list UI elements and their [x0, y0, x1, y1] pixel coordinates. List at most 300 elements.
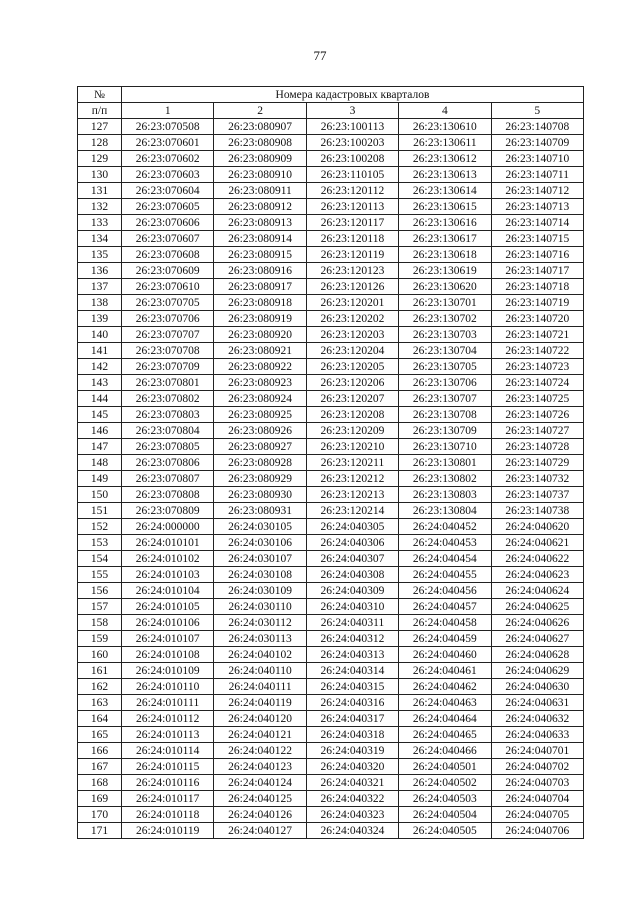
- cadastral-number-cell: 26:24:040456: [399, 583, 491, 599]
- cadastral-number-cell: 26:23:070806: [122, 455, 214, 471]
- cadastral-number-cell: 26:23:070804: [122, 423, 214, 439]
- cadastral-number-cell: 26:24:040457: [399, 599, 491, 615]
- header-column-2: 2: [214, 103, 306, 119]
- row-number-cell: 134: [78, 231, 122, 247]
- cadastral-number-cell: 26:24:030110: [214, 599, 306, 615]
- cadastral-number-cell: 26:23:130616: [399, 215, 491, 231]
- cadastral-number-cell: 26:23:070809: [122, 503, 214, 519]
- cadastral-number-cell: 26:23:080915: [214, 247, 306, 263]
- cadastral-number-cell: 26:23:130611: [399, 135, 491, 151]
- cadastral-number-cell: 26:24:040306: [306, 535, 398, 551]
- table-row: [78, 567, 584, 583]
- table-row: [78, 583, 584, 599]
- table-row: [78, 231, 584, 247]
- table-row: [78, 551, 584, 567]
- row-number-cell: 137: [78, 279, 122, 295]
- cadastral-number-cell: 26:24:040122: [214, 743, 306, 759]
- cadastral-number-cell: 26:23:140724: [491, 375, 583, 391]
- cadastral-number-cell: 26:24:010119: [122, 823, 214, 839]
- cadastral-number-cell: 26:24:010111: [122, 695, 214, 711]
- header-row-title: [78, 87, 584, 103]
- cadastral-number-cell: 26:24:040124: [214, 775, 306, 791]
- cadastral-number-cell: 26:23:140708: [491, 119, 583, 135]
- cadastral-number-cell: 26:23:140716: [491, 247, 583, 263]
- row-number-cell: 131: [78, 183, 122, 199]
- cadastral-number-cell: 26:23:120126: [306, 279, 398, 295]
- table-row: [78, 743, 584, 759]
- cadastral-number-cell: 26:24:040127: [214, 823, 306, 839]
- row-number-cell: 148: [78, 455, 122, 471]
- table-row: [78, 807, 584, 823]
- cadastral-number-cell: 26:24:030113: [214, 631, 306, 647]
- cadastral-number-cell: 26:24:040322: [306, 791, 398, 807]
- cadastral-number-cell: 26:23:140714: [491, 215, 583, 231]
- cadastral-number-cell: 26:23:130620: [399, 279, 491, 295]
- cadastral-number-cell: 26:23:100203: [306, 135, 398, 151]
- cadastral-number-cell: 26:23:130613: [399, 167, 491, 183]
- cadastral-number-cell: 26:23:080929: [214, 471, 306, 487]
- table-row: [78, 167, 584, 183]
- cadastral-number-cell: 26:23:120113: [306, 199, 398, 215]
- row-number-cell: 145: [78, 407, 122, 423]
- cadastral-number-cell: 26:23:070607: [122, 231, 214, 247]
- row-number-cell: 153: [78, 535, 122, 551]
- cadastral-number-cell: 26:24:030112: [214, 615, 306, 631]
- cadastral-number-cell: 26:23:120112: [306, 183, 398, 199]
- row-number-cell: 128: [78, 135, 122, 151]
- table-row: [78, 327, 584, 343]
- cadastral-number-cell: 26:23:080908: [214, 135, 306, 151]
- row-number-cell: 136: [78, 263, 122, 279]
- cadastral-number-cell: 26:23:130705: [399, 359, 491, 375]
- cadastral-number-cell: 26:24:040102: [214, 647, 306, 663]
- cadastral-number-cell: 26:23:110105: [306, 167, 398, 183]
- cadastral-number-cell: 26:23:080907: [214, 119, 306, 135]
- cadastral-quarters-table: [77, 86, 584, 839]
- row-number-cell: 155: [78, 567, 122, 583]
- cadastral-number-cell: 26:23:070605: [122, 199, 214, 215]
- row-number-cell: 132: [78, 199, 122, 215]
- cadastral-number-cell: 26:23:140722: [491, 343, 583, 359]
- cadastral-number-cell: 26:24:040458: [399, 615, 491, 631]
- cadastral-number-cell: 26:24:040318: [306, 727, 398, 743]
- cadastral-number-cell: 26:23:140738: [491, 503, 583, 519]
- cadastral-number-cell: 26:23:070603: [122, 167, 214, 183]
- cadastral-number-cell: 26:23:070802: [122, 391, 214, 407]
- row-number-cell: 147: [78, 439, 122, 455]
- cadastral-number-cell: 26:23:120206: [306, 375, 398, 391]
- cadastral-number-cell: 26:24:040319: [306, 743, 398, 759]
- cadastral-number-cell: 26:23:130707: [399, 391, 491, 407]
- cadastral-number-cell: 26:24:010110: [122, 679, 214, 695]
- cadastral-number-cell: 26:24:040620: [491, 519, 583, 535]
- cadastral-number-cell: 26:24:040111: [214, 679, 306, 695]
- cadastral-number-cell: 26:23:080919: [214, 311, 306, 327]
- table-row: [78, 615, 584, 631]
- table-row: [78, 199, 584, 215]
- cadastral-number-cell: 26:23:120205: [306, 359, 398, 375]
- cadastral-number-cell: 26:23:140725: [491, 391, 583, 407]
- cadastral-number-cell: 26:24:040317: [306, 711, 398, 727]
- cadastral-number-cell: 26:23:070803: [122, 407, 214, 423]
- row-number-cell: 150: [78, 487, 122, 503]
- cadastral-number-cell: 26:24:040454: [399, 551, 491, 567]
- cadastral-number-cell: 26:24:010108: [122, 647, 214, 663]
- header-row-columns: [78, 103, 584, 119]
- cadastral-number-cell: 26:24:030106: [214, 535, 306, 551]
- cadastral-number-cell: 26:24:040461: [399, 663, 491, 679]
- table-row: [78, 631, 584, 647]
- cadastral-number-cell: 26:23:080931: [214, 503, 306, 519]
- table-row: [78, 279, 584, 295]
- cadastral-number-cell: 26:23:130704: [399, 343, 491, 359]
- table-row: [78, 535, 584, 551]
- row-number-cell: 151: [78, 503, 122, 519]
- cadastral-number-cell: 26:23:140726: [491, 407, 583, 423]
- cadastral-number-cell: 26:23:070608: [122, 247, 214, 263]
- table-header: [78, 87, 584, 119]
- row-number-cell: 159: [78, 631, 122, 647]
- cadastral-number-cell: 26:23:130701: [399, 295, 491, 311]
- cadastral-number-cell: 26:23:140737: [491, 487, 583, 503]
- header-column-4: 4: [399, 103, 491, 119]
- cadastral-number-cell: 26:23:100208: [306, 151, 398, 167]
- row-number-cell: 144: [78, 391, 122, 407]
- table-body: [78, 119, 584, 839]
- cadastral-number-cell: 26:24:010104: [122, 583, 214, 599]
- cadastral-number-cell: 26:23:130802: [399, 471, 491, 487]
- cadastral-number-cell: 26:24:040310: [306, 599, 398, 615]
- cadastral-number-cell: 26:23:120208: [306, 407, 398, 423]
- cadastral-number-cell: 26:23:120213: [306, 487, 398, 503]
- cadastral-number-cell: 26:24:010102: [122, 551, 214, 567]
- row-number-cell: 162: [78, 679, 122, 695]
- table-row: [78, 647, 584, 663]
- cadastral-number-cell: 26:24:040503: [399, 791, 491, 807]
- table-row: [78, 663, 584, 679]
- header-column-5: 5: [491, 103, 583, 119]
- row-number-cell: 164: [78, 711, 122, 727]
- cadastral-number-cell: 26:23:140727: [491, 423, 583, 439]
- cadastral-number-cell: 26:24:040455: [399, 567, 491, 583]
- table-row: [78, 119, 584, 135]
- cadastral-number-cell: 26:23:080913: [214, 215, 306, 231]
- table-row: [78, 759, 584, 775]
- cadastral-number-cell: 26:24:040627: [491, 631, 583, 647]
- row-number-cell: 129: [78, 151, 122, 167]
- table-row: [78, 407, 584, 423]
- row-number-cell: 146: [78, 423, 122, 439]
- cadastral-number-cell: 26:23:130708: [399, 407, 491, 423]
- header-column-1: 1: [122, 103, 214, 119]
- row-number-cell: 163: [78, 695, 122, 711]
- cadastral-number-cell: 26:24:040324: [306, 823, 398, 839]
- table-row: [78, 695, 584, 711]
- row-number-cell: 169: [78, 791, 122, 807]
- cadastral-number-cell: 26:24:040706: [491, 823, 583, 839]
- cadastral-number-cell: 26:24:010115: [122, 759, 214, 775]
- cadastral-number-cell: 26:23:080918: [214, 295, 306, 311]
- cadastral-number-cell: 26:24:040453: [399, 535, 491, 551]
- cadastral-number-cell: 26:24:040630: [491, 679, 583, 695]
- cadastral-number-cell: 26:23:120201: [306, 295, 398, 311]
- cadastral-number-cell: 26:24:040305: [306, 519, 398, 535]
- cadastral-number-cell: 26:24:040505: [399, 823, 491, 839]
- row-number-cell: 143: [78, 375, 122, 391]
- cadastral-number-cell: 26:23:070807: [122, 471, 214, 487]
- row-number-cell: 133: [78, 215, 122, 231]
- cadastral-number-cell: 26:23:080922: [214, 359, 306, 375]
- table-row: [78, 439, 584, 455]
- header-row-number-label: п/п: [78, 103, 122, 119]
- row-number-cell: 160: [78, 647, 122, 663]
- cadastral-number-cell: 26:23:130612: [399, 151, 491, 167]
- table-row: [78, 599, 584, 615]
- cadastral-number-cell: 26:23:130610: [399, 119, 491, 135]
- cadastral-number-cell: 26:23:120202: [306, 311, 398, 327]
- cadastral-number-cell: 26:24:040626: [491, 615, 583, 631]
- cadastral-number-cell: 26:24:040126: [214, 807, 306, 823]
- cadastral-number-cell: 26:23:130702: [399, 311, 491, 327]
- table-row: [78, 455, 584, 471]
- cadastral-number-cell: 26:23:070706: [122, 311, 214, 327]
- cadastral-number-cell: 26:24:040705: [491, 807, 583, 823]
- table-row: [78, 135, 584, 151]
- table-row: [78, 151, 584, 167]
- cadastral-number-cell: 26:23:120211: [306, 455, 398, 471]
- cadastral-number-cell: 26:23:070705: [122, 295, 214, 311]
- table-row: [78, 247, 584, 263]
- row-number-cell: 161: [78, 663, 122, 679]
- cadastral-number-cell: 26:23:080926: [214, 423, 306, 439]
- cadastral-number-cell: 26:24:040311: [306, 615, 398, 631]
- cadastral-number-cell: 26:23:080912: [214, 199, 306, 215]
- cadastral-number-cell: 26:23:140721: [491, 327, 583, 343]
- cadastral-number-cell: 26:24:010113: [122, 727, 214, 743]
- cadastral-number-cell: 26:24:040313: [306, 647, 398, 663]
- cadastral-number-cell: 26:23:120204: [306, 343, 398, 359]
- row-number-cell: 168: [78, 775, 122, 791]
- row-number-cell: 156: [78, 583, 122, 599]
- cadastral-number-cell: 26:24:010117: [122, 791, 214, 807]
- cadastral-number-cell: 26:23:140712: [491, 183, 583, 199]
- row-number-cell: 141: [78, 343, 122, 359]
- cadastral-number-cell: 26:23:140720: [491, 311, 583, 327]
- cadastral-number-cell: 26:24:040622: [491, 551, 583, 567]
- cadastral-number-cell: 26:23:140718: [491, 279, 583, 295]
- page-number: 77: [313, 48, 327, 63]
- cadastral-number-cell: 26:23:080928: [214, 455, 306, 471]
- cadastral-number-cell: 26:24:040501: [399, 759, 491, 775]
- cadastral-number-cell: 26:23:130617: [399, 231, 491, 247]
- cadastral-number-cell: 26:24:040308: [306, 567, 398, 583]
- cadastral-number-cell: 26:23:070610: [122, 279, 214, 295]
- cadastral-number-cell: 26:24:010118: [122, 807, 214, 823]
- header-column-3: 3: [306, 103, 398, 119]
- cadastral-number-cell: 26:23:070602: [122, 151, 214, 167]
- cadastral-number-cell: 26:23:140713: [491, 199, 583, 215]
- row-number-cell: 139: [78, 311, 122, 327]
- cadastral-number-cell: 26:23:070606: [122, 215, 214, 231]
- cadastral-number-cell: 26:23:070708: [122, 343, 214, 359]
- cadastral-number-cell: 26:24:000000: [122, 519, 214, 535]
- cadastral-number-cell: 26:24:040120: [214, 711, 306, 727]
- row-number-cell: 140: [78, 327, 122, 343]
- table-row: [78, 183, 584, 199]
- cadastral-number-cell: 26:24:040633: [491, 727, 583, 743]
- cadastral-number-cell: 26:23:070601: [122, 135, 214, 151]
- cadastral-number-cell: 26:24:040452: [399, 519, 491, 535]
- table-row: [78, 343, 584, 359]
- cadastral-number-cell: 26:23:070805: [122, 439, 214, 455]
- cadastral-number-cell: 26:23:120123: [306, 263, 398, 279]
- cadastral-number-cell: 26:23:130804: [399, 503, 491, 519]
- row-number-cell: 130: [78, 167, 122, 183]
- cadastral-number-cell: 26:23:080911: [214, 183, 306, 199]
- table-row: [78, 487, 584, 503]
- cadastral-number-cell: 26:24:040320: [306, 759, 398, 775]
- cadastral-number-cell: 26:24:040504: [399, 807, 491, 823]
- cadastral-number-cell: 26:24:010112: [122, 711, 214, 727]
- cadastral-number-cell: 26:24:040621: [491, 535, 583, 551]
- row-number-cell: 157: [78, 599, 122, 615]
- cadastral-number-cell: 26:23:080909: [214, 151, 306, 167]
- cadastral-number-cell: 26:24:040629: [491, 663, 583, 679]
- cadastral-number-cell: 26:24:010106: [122, 615, 214, 631]
- cadastral-number-cell: 26:23:120118: [306, 231, 398, 247]
- row-number-cell: 138: [78, 295, 122, 311]
- cadastral-number-cell: 26:23:080910: [214, 167, 306, 183]
- cadastral-number-cell: 26:23:140717: [491, 263, 583, 279]
- cadastral-number-cell: 26:23:140711: [491, 167, 583, 183]
- cadastral-number-cell: 26:23:140729: [491, 455, 583, 471]
- cadastral-number-cell: 26:23:140723: [491, 359, 583, 375]
- cadastral-number-cell: 26:24:010109: [122, 663, 214, 679]
- row-number-cell: 171: [78, 823, 122, 839]
- cadastral-number-cell: 26:23:080924: [214, 391, 306, 407]
- cadastral-number-cell: 26:23:070508: [122, 119, 214, 135]
- header-group-title: Номера кадастровых кварталов: [122, 87, 584, 103]
- cadastral-number-cell: 26:24:030109: [214, 583, 306, 599]
- cadastral-number-cell: 26:24:040466: [399, 743, 491, 759]
- cadastral-number-cell: 26:23:130619: [399, 263, 491, 279]
- cadastral-number-cell: 26:24:010107: [122, 631, 214, 647]
- cadastral-number-cell: 26:24:030108: [214, 567, 306, 583]
- cadastral-number-cell: 26:24:040315: [306, 679, 398, 695]
- cadastral-number-cell: 26:24:040502: [399, 775, 491, 791]
- row-number-cell: 152: [78, 519, 122, 535]
- row-number-cell: 149: [78, 471, 122, 487]
- cadastral-number-cell: 26:23:070707: [122, 327, 214, 343]
- table-row: [78, 311, 584, 327]
- cadastral-number-cell: 26:24:040307: [306, 551, 398, 567]
- cadastral-number-cell: 26:23:120117: [306, 215, 398, 231]
- cadastral-number-cell: 26:24:040463: [399, 695, 491, 711]
- cadastral-number-cell: 26:24:010101: [122, 535, 214, 551]
- table-row: [78, 679, 584, 695]
- table-row: [78, 471, 584, 487]
- cadastral-number-cell: 26:23:130801: [399, 455, 491, 471]
- cadastral-number-cell: 26:24:040462: [399, 679, 491, 695]
- cadastral-number-cell: 26:23:080921: [214, 343, 306, 359]
- cadastral-number-cell: 26:24:040314: [306, 663, 398, 679]
- table-row: [78, 711, 584, 727]
- cadastral-number-cell: 26:23:130703: [399, 327, 491, 343]
- cadastral-number-cell: 26:23:130615: [399, 199, 491, 215]
- cadastral-number-cell: 26:23:120214: [306, 503, 398, 519]
- table-row: [78, 423, 584, 439]
- cadastral-number-cell: 26:24:040632: [491, 711, 583, 727]
- cadastral-number-cell: 26:23:140728: [491, 439, 583, 455]
- table-row: [78, 823, 584, 839]
- cadastral-number-cell: 26:24:010116: [122, 775, 214, 791]
- cadastral-number-cell: 26:24:040704: [491, 791, 583, 807]
- cadastral-number-cell: 26:24:040701: [491, 743, 583, 759]
- table-row: [78, 775, 584, 791]
- cadastral-number-cell: 26:24:040623: [491, 567, 583, 583]
- cadastral-number-cell: 26:23:070609: [122, 263, 214, 279]
- cadastral-number-cell: 26:24:040125: [214, 791, 306, 807]
- cadastral-number-cell: 26:23:140710: [491, 151, 583, 167]
- cadastral-number-cell: 26:23:120203: [306, 327, 398, 343]
- cadastral-number-cell: 26:23:080925: [214, 407, 306, 423]
- cadastral-number-cell: 26:23:130803: [399, 487, 491, 503]
- cadastral-number-cell: 26:24:040312: [306, 631, 398, 647]
- cadastral-number-cell: 26:23:130618: [399, 247, 491, 263]
- cadastral-number-cell: 26:24:040624: [491, 583, 583, 599]
- cadastral-number-cell: 26:24:040110: [214, 663, 306, 679]
- cadastral-number-cell: 26:24:040459: [399, 631, 491, 647]
- cadastral-number-cell: 26:24:010105: [122, 599, 214, 615]
- header-number-sign: №: [78, 87, 122, 103]
- cadastral-number-cell: 26:24:040702: [491, 759, 583, 775]
- cadastral-number-cell: 26:24:040316: [306, 695, 398, 711]
- cadastral-number-cell: 26:23:070801: [122, 375, 214, 391]
- table-row: [78, 295, 584, 311]
- cadastral-number-cell: 26:23:130709: [399, 423, 491, 439]
- cadastral-number-cell: 26:24:040464: [399, 711, 491, 727]
- table-row: [78, 215, 584, 231]
- cadastral-number-cell: 26:24:040123: [214, 759, 306, 775]
- cadastral-number-cell: 26:24:040309: [306, 583, 398, 599]
- cadastral-number-cell: 26:23:070709: [122, 359, 214, 375]
- cadastral-number-cell: 26:24:040121: [214, 727, 306, 743]
- cadastral-number-cell: 26:23:080914: [214, 231, 306, 247]
- table-row: [78, 375, 584, 391]
- cadastral-number-cell: 26:23:130710: [399, 439, 491, 455]
- row-number-cell: 142: [78, 359, 122, 375]
- cadastral-number-cell: 26:24:010114: [122, 743, 214, 759]
- cadastral-number-cell: 26:24:040465: [399, 727, 491, 743]
- table-row: [78, 503, 584, 519]
- cadastral-number-cell: 26:23:140732: [491, 471, 583, 487]
- row-number-cell: 154: [78, 551, 122, 567]
- cadastral-number-cell: 26:23:070808: [122, 487, 214, 503]
- cadastral-number-cell: 26:24:040631: [491, 695, 583, 711]
- cadastral-number-cell: 26:23:070604: [122, 183, 214, 199]
- table-row: [78, 263, 584, 279]
- cadastral-number-cell: 26:24:040460: [399, 647, 491, 663]
- table-row: [78, 727, 584, 743]
- row-number-cell: 167: [78, 759, 122, 775]
- row-number-cell: 165: [78, 727, 122, 743]
- cadastral-number-cell: 26:23:140715: [491, 231, 583, 247]
- cadastral-number-cell: 26:23:140709: [491, 135, 583, 151]
- cadastral-number-cell: 26:23:120212: [306, 471, 398, 487]
- cadastral-number-cell: 26:23:080923: [214, 375, 306, 391]
- cadastral-number-cell: 26:23:120209: [306, 423, 398, 439]
- cadastral-number-cell: 26:24:040321: [306, 775, 398, 791]
